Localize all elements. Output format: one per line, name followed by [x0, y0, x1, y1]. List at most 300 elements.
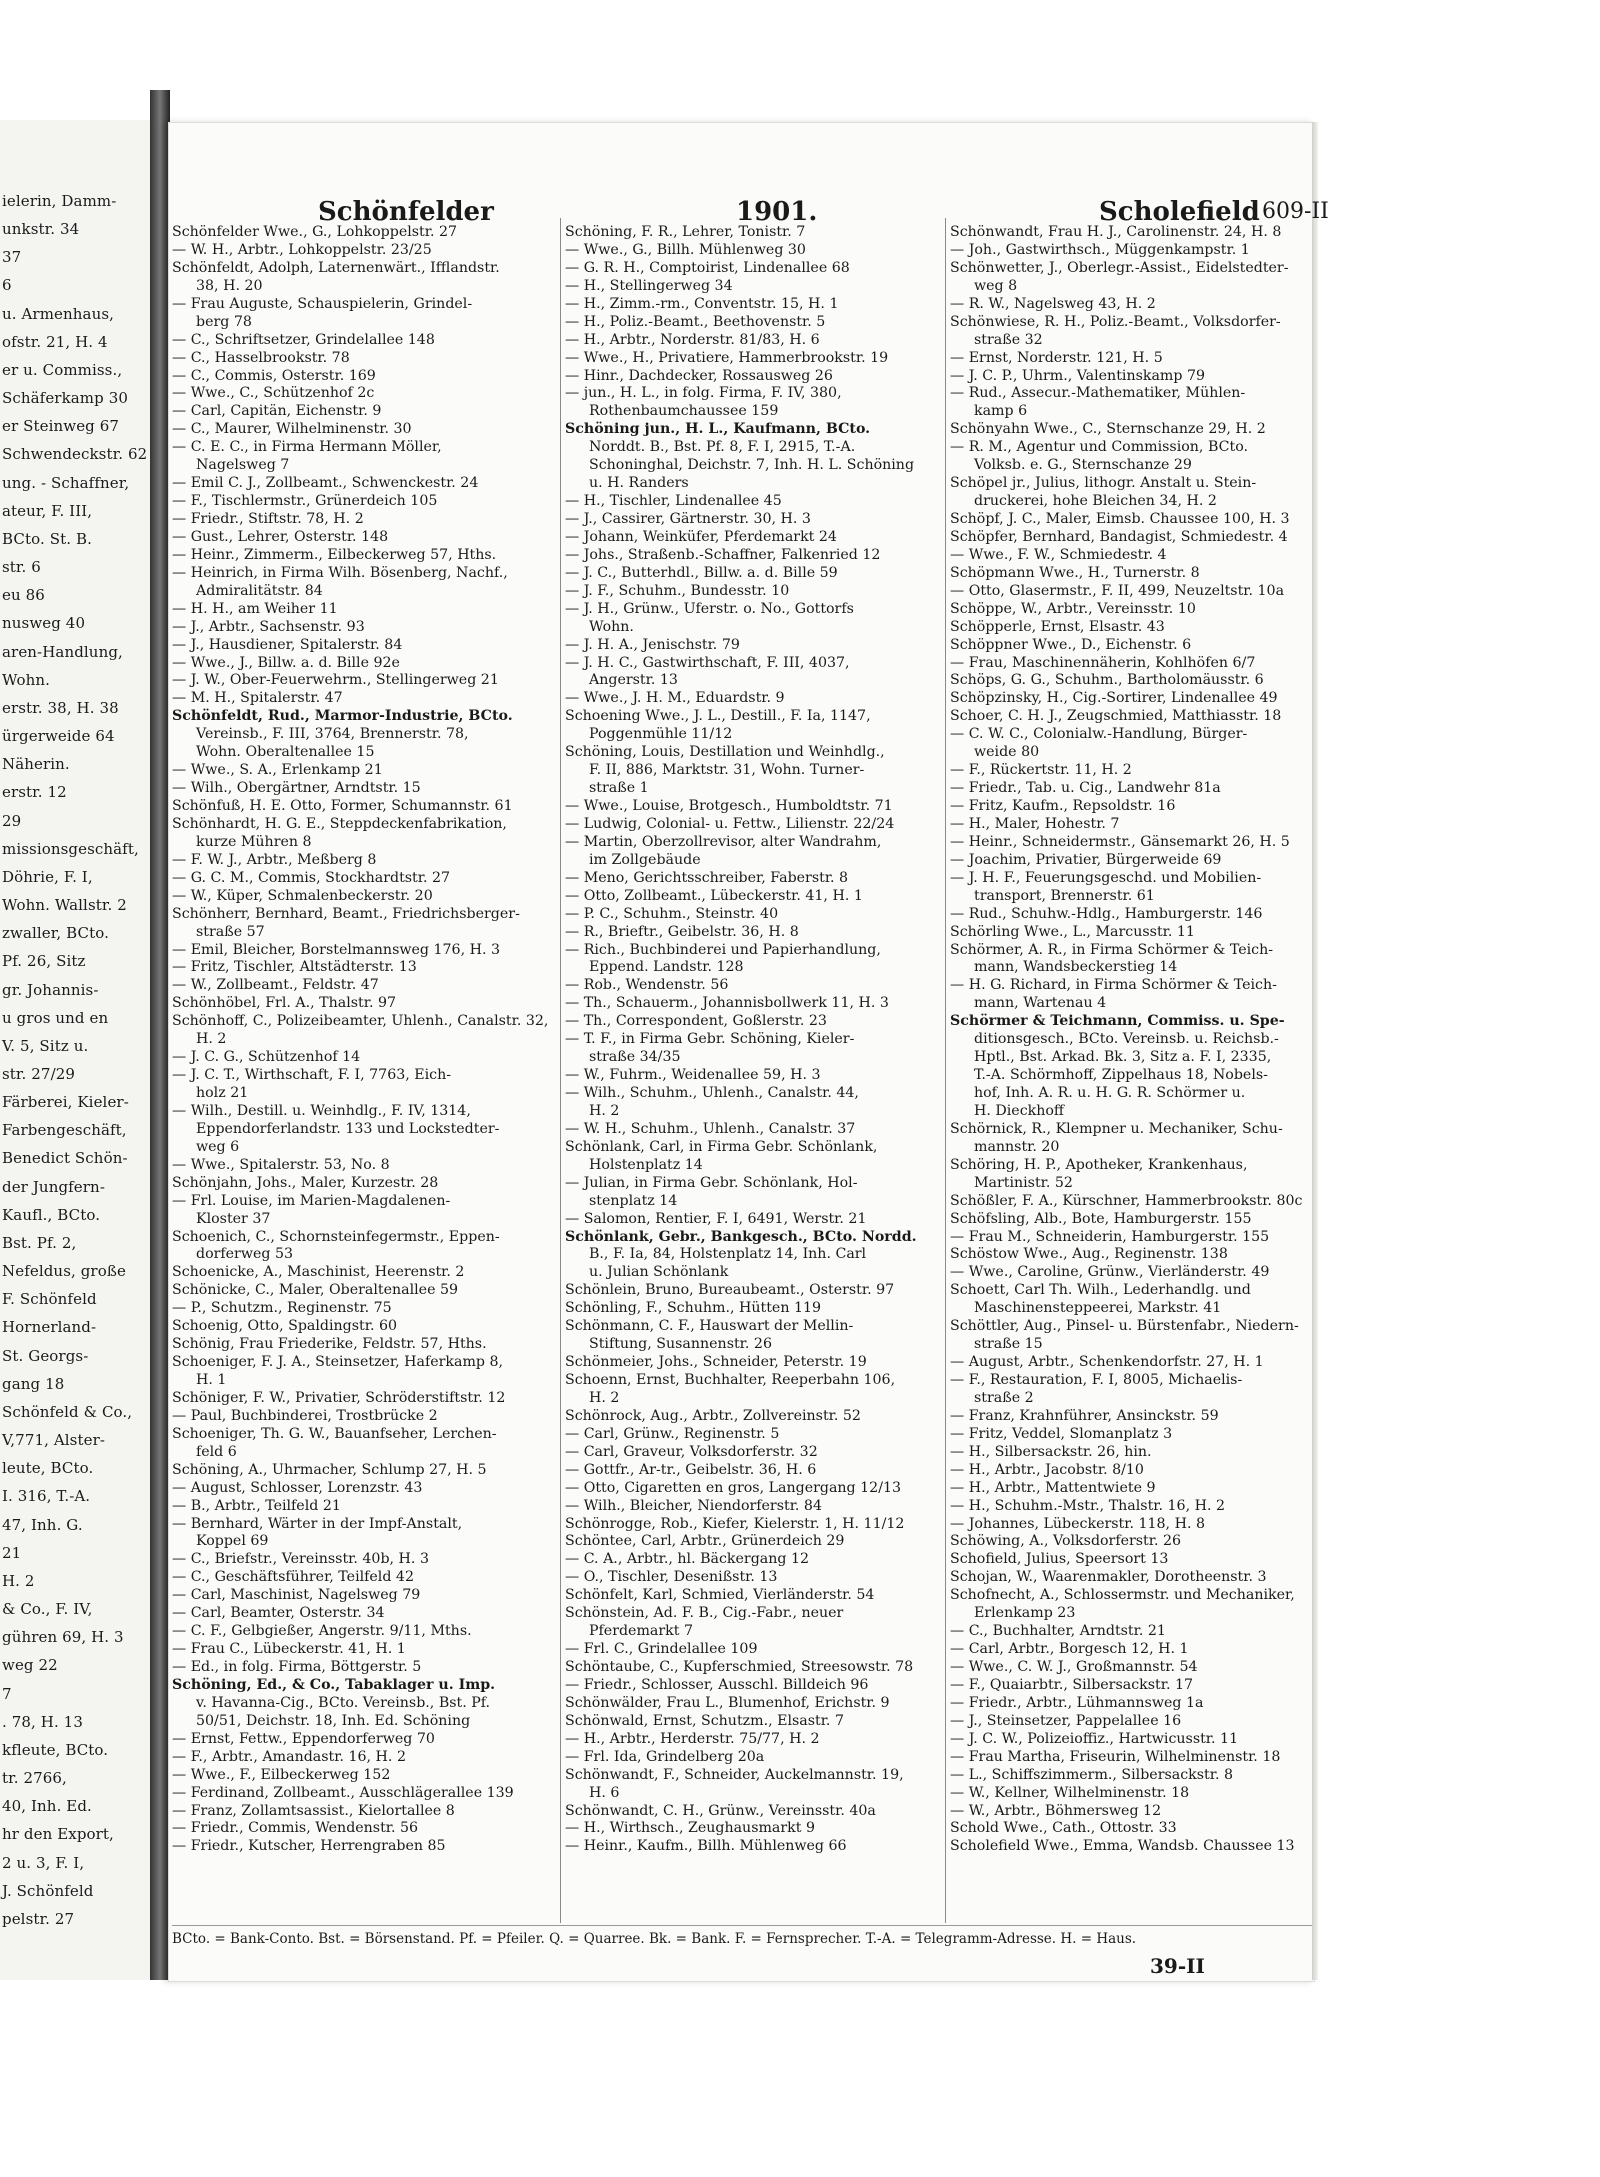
directory-entry-line: im Zollgebäude: [589, 851, 701, 868]
directory-entry-line: u. H. Randers: [589, 475, 689, 492]
facing-page-text: Farbengeschäft,: [2, 1121, 127, 1140]
directory-entry-line: — Friedr., Stiftstr. 78, H. 2: [172, 511, 364, 527]
running-head-year: 1901.: [736, 197, 818, 227]
directory-entry-line: Schönhoff, C., Polizeibeamter, Uhlenh., Canalstr. 32,: [172, 1013, 549, 1030]
directory-entry-line: — W., Kellner, Wilhelminenstr. 18: [950, 1784, 1190, 1801]
directory-entry-line: Schönwälder, Frau L., Blumenhof, Erichstr. 9: [565, 1694, 890, 1711]
directory-entry-line: — Rud., Schuhw.-Hdlg., Hamburgerstr. 146: [950, 905, 1263, 922]
directory-entry-line: — Wilh., Destill. u. Weinhdlg., F. IV, 1314,: [172, 1102, 471, 1119]
directory-entry-line: Stiftung, Susannenstr. 26: [589, 1336, 772, 1353]
directory-entry-line: — Wwe., Spitalerstr. 53, No. 8: [172, 1156, 390, 1173]
directory-entry-line: Martinistr. 52: [974, 1174, 1073, 1191]
directory-entry-line: Schönfelt, Karl, Schmied, Vierländerstr. 54: [565, 1587, 875, 1604]
directory-entry-line: Holstenplatz 14: [589, 1156, 703, 1173]
directory-entry-line: — Otto, Zollbeamt., Lübeckerstr. 41, H. 1: [565, 887, 863, 904]
directory-entry-line: Schofnecht, A., Schlossermstr. und Mechaniker,: [950, 1587, 1295, 1604]
directory-entry-line: Schößler, F. A., Kürschner, Hammerbrookstr. 80c: [950, 1192, 1303, 1209]
directory-entry-line: — Hinr., Dachdecker, Rossausweg 26: [565, 367, 833, 384]
directory-entry-line: Schöfsling, Alb., Bote, Hamburgerstr. 155: [950, 1210, 1252, 1227]
directory-entry-line: hof, Inh. A. R. u. H. G. R. Schörmer u.: [974, 1085, 1246, 1101]
directory-entry-line: Scholefield Wwe., Emma, Wandsb. Chaussee 13: [950, 1838, 1295, 1855]
directory-entry-line: mann, Wandsbeckerstieg 14: [974, 959, 1178, 976]
facing-page-text: ofstr. 21, H. 4: [2, 332, 108, 351]
directory-entry-line: — J. H. F., Feuerungsgeschd. und Mobilien-: [950, 869, 1262, 886]
directory-entry-line: H. Dieckhoff: [974, 1102, 1065, 1119]
directory-entry-line: Schönherr, Bernhard, Beamt., Friedrichsberger-: [172, 905, 520, 922]
directory-entry-line: Schönfelder Wwe., G., Lohkoppelstr. 27: [172, 224, 458, 240]
directory-entry-line: Schönfeldt, Adolph, Laternenwärt., Ifflandstr.: [172, 259, 500, 276]
running-head-page: 609-II: [1262, 199, 1329, 224]
directory-entry-line: 50/51, Deichstr. 18, Inh. Ed. Schöning: [196, 1712, 471, 1729]
facing-page-text: ielerin, Damm-: [2, 192, 117, 210]
facing-page-text: 21: [2, 1543, 22, 1562]
directory-entry-line: Schöning, Ed., & Co., Tabaklager u. Imp.: [172, 1676, 496, 1693]
facing-page-text: missionsgeschäft,: [2, 839, 139, 858]
directory-entry-line: straße 1: [589, 780, 649, 797]
directory-entry-line: ditionsgesch., BCto. Vereinsb. u. Reichsb.-: [974, 1031, 1279, 1048]
directory-entry-line: Schöwing, A., Volksdorferstr. 26: [950, 1533, 1182, 1550]
directory-entry-line: — Frau M., Schneiderin, Hamburgerstr. 155: [950, 1228, 1270, 1245]
directory-entry-line: — Gust., Lehrer, Osterstr. 148: [172, 528, 389, 545]
facing-page-text: Schönfeld & Co.,: [2, 1402, 133, 1421]
directory-entry-line: Schönwandt, F., Schneider, Auckelmannstr. 19,: [565, 1766, 904, 1783]
directory-entry-line: kamp 6: [974, 403, 1028, 420]
directory-entry-line: — Johs., Straßenb.-Schaffner, Falkenried 12: [565, 546, 881, 563]
directory-entry-line: Schojan, W., Waarenmakler, Dorotheenstr. 3: [950, 1569, 1267, 1586]
directory-entry-line: — W., Arbtr., Böhmersweg 12: [950, 1802, 1162, 1819]
directory-entry-line: — R., Brieftr., Geibelstr. 36, H. 8: [565, 923, 799, 940]
facing-page-text: eu 86: [2, 586, 45, 605]
directory-entry-line: — Wilh., Obergärtner, Arndtstr. 15: [172, 780, 421, 797]
directory-entry-line: — Fritz, Kaufm., Repsoldstr. 16: [950, 798, 1176, 814]
directory-entry-line: — Friedr., Arbtr., Lühmannsweg 1a: [950, 1694, 1204, 1711]
directory-entry-line: berg 78: [196, 313, 252, 330]
directory-entry-line: — C., Buchhalter, Arndtstr. 21: [950, 1623, 1166, 1640]
directory-entry-line: — Carl, Arbtr., Borgesch 12, H. 1: [950, 1641, 1189, 1658]
directory-column-3: [950, 224, 1315, 1924]
directory-entry-line: — Friedr., Schlosser, Ausschl. Billdeich 96: [565, 1676, 869, 1693]
directory-entry-line: — Ernst, Norderstr. 121, H. 5: [950, 349, 1163, 366]
directory-entry-line: druckerei, hohe Bleichen 34, H. 2: [974, 493, 1217, 510]
directory-entry-line: Schoenich, C., Schornsteinfegermstr., Eppen-: [172, 1228, 500, 1245]
facing-page-text: Wohn.: [2, 670, 51, 689]
directory-entry-line: — Th., Correspondent, Goßlerstr. 23: [565, 1013, 827, 1030]
directory-entry-line: straße 32: [974, 331, 1043, 348]
directory-entry-line: — T. F., in Firma Gebr. Schöning, Kieler-: [565, 1031, 855, 1048]
directory-entry-line: Schönmeier, Johs., Schneider, Peterstr. 19: [565, 1354, 867, 1371]
directory-entry-line: Norddt. B., Bst. Pf. 8, F. I, 2915, T.-A.: [589, 439, 856, 456]
directory-entry-line: — C., Geschäftsführer, Teilfeld 42: [172, 1569, 414, 1586]
facing-page-text: Schäferkamp 30: [2, 389, 128, 408]
directory-entry-line: weg 8: [974, 277, 1018, 294]
directory-entry-line: — Frl. Louise, im Marien-Magdalenen-: [172, 1192, 451, 1209]
facing-page-text: ürgerweide 64: [2, 727, 115, 746]
facing-page-text: F. Schönfeld: [2, 1290, 97, 1309]
facing-page-text: gühren 69, H. 3: [2, 1628, 124, 1647]
facing-page-text: unkstr. 34: [2, 220, 80, 239]
directory-entry-line: — L., Schiffszimmerm., Silbersackstr. 8: [950, 1766, 1234, 1783]
directory-entry-line: — W. H., Arbtr., Lohkoppelstr. 23/25: [172, 241, 432, 258]
directory-column-1: [172, 224, 555, 1924]
directory-entry-line: — Wwe., G., Billh. Mühlenweg 30: [565, 241, 806, 258]
directory-entry-line: Schönyahn Wwe., C., Sternschanze 29, H. 2: [950, 421, 1266, 438]
directory-entry-line: — Fritz, Veddel, Slomanplatz 3: [950, 1425, 1173, 1442]
directory-entry-line: — Salomon, Rentier, F. I, 6491, Werstr. 21: [565, 1210, 867, 1227]
directory-entry-line: — J. C., Butterhdl., Billw. a. d. Bille 59: [565, 564, 838, 581]
directory-entry-line: — H., Arbtr., Jacobstr. 8/10: [950, 1461, 1144, 1478]
directory-entry-line: — Wwe., J. H. M., Eduardstr. 9: [565, 690, 785, 707]
facing-page-text: Nefeldus, große: [2, 1262, 126, 1281]
directory-entry-line: 38, H. 20: [196, 277, 263, 294]
book-spine: [150, 90, 170, 1980]
facing-page-text: kfleute, BCto.: [2, 1740, 109, 1759]
directory-entry-line: — Johann, Weinküfer, Pferdemarkt 24: [565, 528, 837, 545]
running-head-right: Scholefield: [1099, 197, 1260, 227]
directory-entry-line: — F., Rückertstr. 11, H. 2: [950, 762, 1132, 779]
directory-entry-line: — Paul, Buchbinderei, Trostbrücke 2: [172, 1407, 438, 1424]
directory-entry-line: Erlenkamp 23: [974, 1605, 1076, 1622]
directory-entry-line: — Joh., Gastwirthsch., Müggenkampstr. 1: [950, 241, 1250, 258]
directory-entry-line: — Wwe., C., Schützenhof 2c: [172, 385, 375, 402]
page-number: 39-II: [1150, 1954, 1205, 1978]
directory-entry-line: Wohn.: [589, 618, 634, 635]
directory-entry-line: — Ludwig, Colonial- u. Fettw., Lilienstr. 22/24: [565, 815, 895, 832]
directory-entry-line: Vereinsb., F. III, 3764, Brennerstr. 78,: [196, 726, 469, 743]
directory-entry-line: — Emil, Bleicher, Borstelmannsweg 176, H. 3: [172, 941, 501, 958]
directory-entry-line: Schoer, C. H. J., Zeugschmied, Matthiasstr. 18: [950, 708, 1282, 725]
directory-entry-line: Schönwandt, Frau H. J., Carolinenstr. 24, H. 8: [950, 224, 1282, 240]
directory-entry-line: — Frau C., Lübeckerstr. 41, H. 1: [172, 1641, 406, 1658]
directory-entry-line: Nagelsweg 7: [196, 457, 290, 474]
directory-entry-line: — Martin, Oberzollrevisor, alter Wandrahm,: [565, 833, 882, 850]
directory-entry-line: Schoening Wwe., J. L., Destill., F. Ia, 1147,: [565, 708, 871, 725]
directory-entry-line: — J. C. G., Schützenhof 14: [172, 1049, 361, 1066]
facing-page-text: er Steinweg 67: [2, 417, 120, 436]
directory-entry-line: — Wwe., F., Eilbeckerweg 152: [172, 1766, 391, 1783]
directory-entry-line: — Wwe., S. A., Erlenkamp 21: [172, 762, 383, 779]
directory-entry-line: — M. H., Spitalerstr. 47: [172, 690, 343, 707]
directory-entry-line: straße 15: [974, 1336, 1043, 1353]
directory-entry-line: — Ed., in folg. Firma, Böttgerstr. 5: [172, 1659, 422, 1675]
directory-entry-line: Angerstr. 13: [589, 672, 678, 689]
directory-entry-line: Schöntaube, C., Kupferschmied, Streesowstr. 78: [565, 1659, 914, 1675]
directory-entry-line: — Wwe., C. W. J., Großmannstr. 54: [950, 1659, 1198, 1675]
directory-entry-line: Schönhöbel, Frl. A., Thalstr. 97: [172, 995, 397, 1012]
facing-page-text: ateur, F. III,: [2, 501, 93, 520]
directory-entry-line: — Carl, Capitän, Eichenstr. 9: [172, 403, 382, 420]
directory-entry-line: — J., Steinsetzer, Pappelallee 16: [950, 1712, 1182, 1729]
footer-rule: [172, 1925, 1312, 1926]
directory-entry-line: Schöpel jr., Julius, lithogr. Anstalt u. Stein-: [950, 475, 1257, 492]
directory-entry-line: Schoenig, Otto, Spaldingstr. 60: [172, 1318, 398, 1335]
directory-entry-line: — B., Arbtr., Teilfeld 21: [172, 1497, 341, 1514]
directory-entry-line: — Friedr., Tab. u. Cig., Landwehr 81a: [950, 780, 1221, 797]
directory-entry-line: — Rich., Buchbinderei und Papierhandlung,: [565, 941, 881, 958]
directory-entry-line: — Franz, Zollamtsassist., Kielortallee 8: [172, 1802, 455, 1819]
directory-entry-line: Schönicke, C., Maler, Oberaltenallee 59: [172, 1282, 459, 1299]
directory-entry-line: — H. G. Richard, in Firma Schörmer & Teich-: [950, 977, 1277, 994]
directory-entry-line: — Frl. Ida, Grindelberg 20a: [565, 1748, 765, 1765]
directory-entry-line: — F. W. J., Arbtr., Meßberg 8: [172, 851, 377, 868]
facing-page-text: str. 6: [2, 558, 41, 577]
facing-page-text: . 78, H. 13: [2, 1712, 83, 1731]
directory-entry-line: — Wwe., Louise, Brotgesch., Humboldtstr. 71: [565, 798, 893, 814]
directory-entry-line: — H., Arbtr., Norderstr. 81/83, H. 6: [565, 331, 820, 348]
facing-page-text: pelstr. 27: [2, 1909, 75, 1928]
directory-entry-line: — G. R. H., Comptoirist, Lindenallee 68: [565, 259, 850, 276]
facing-page-text: leute, BCto.: [2, 1459, 94, 1478]
directory-entry-line: straße 2: [974, 1389, 1034, 1406]
facing-page-text: Benedict Schön-: [2, 1149, 128, 1168]
directory-entry-line: — August, Schlosser, Lorenzstr. 43: [172, 1479, 423, 1496]
directory-entry-line: — Th., Schauerm., Johannisbollwerk 11, H. 3: [565, 995, 889, 1012]
facing-page-text: gang 18: [2, 1374, 65, 1393]
directory-entry-line: mann, Wartenau 4: [974, 995, 1107, 1012]
directory-entry-line: Schönling, F., Schuhm., Hütten 119: [565, 1300, 822, 1317]
directory-entry-line: — J., Arbtr., Sachsenstr. 93: [172, 618, 365, 635]
directory-entry-line: — Franz, Krahnführer, Ansinckstr. 59: [950, 1407, 1219, 1424]
facing-page-text: St. Georgs-: [2, 1346, 89, 1365]
directory-entry-line: Schönlank, Gebr., Bankgesch., BCto. Nordd.: [565, 1228, 917, 1245]
directory-entry-line: Schönfuß, H. E. Otto, Former, Schumannstr. 61: [172, 798, 513, 814]
directory-entry-line: transport, Brennerstr. 61: [974, 887, 1155, 904]
facing-page-text: 40, Inh. Ed.: [2, 1797, 92, 1816]
directory-entry-line: Schönrogge, Rob., Kiefer, Kielerstr. 1, H. 11/12: [565, 1515, 905, 1532]
directory-entry-line: Schoenicke, A., Maschinist, Heerenstr. 2: [172, 1264, 465, 1281]
directory-entry-line: Schönjahn, Johs., Maler, Kurzestr. 28: [172, 1174, 439, 1191]
facing-page-text: gr. Johannis-: [2, 980, 99, 999]
directory-entry-line: — Frau Martha, Friseurin, Wilhelminenstr. 18: [950, 1748, 1281, 1765]
column-rule: [560, 218, 561, 1923]
directory-entry-line: — J. H. C., Gastwirthschaft, F. III, 4037,: [565, 654, 850, 671]
directory-entry-line: H. 1: [196, 1372, 227, 1388]
directory-entry-line: — F., Restauration, F. I, 8005, Michaelis-: [950, 1372, 1243, 1388]
directory-entry-line: — Carl, Graveur, Volksdorferstr. 32: [565, 1443, 818, 1460]
directory-entry-line: — P. C., Schuhm., Steinstr. 40: [565, 905, 779, 922]
directory-entry-line: Schönlein, Bruno, Bureaubeamt., Osterstr. 97: [565, 1282, 895, 1299]
directory-entry-line: Schoninghal, Deichstr. 7, Inh. H. L. Schöning: [589, 457, 915, 474]
directory-entry-line: weg 6: [196, 1138, 240, 1155]
directory-entry-line: feld 6: [196, 1443, 237, 1460]
directory-entry-line: H. 2: [196, 1031, 227, 1048]
directory-entry-line: Schönrock, Aug., Arbtr., Zollvereinstr. 52: [565, 1407, 861, 1424]
directory-entry-line: — Wilh., Bleicher, Niendorferstr. 84: [565, 1497, 822, 1514]
facing-page-text: Wohn. Wallstr. 2: [2, 896, 127, 915]
directory-entry-line: — H., Poliz.-Beamt., Beethovenstr. 5: [565, 313, 826, 330]
facing-page-text: erstr. 12: [2, 783, 67, 802]
directory-entry-line: Wohn. Oberaltenallee 15: [196, 744, 375, 761]
directory-entry-line: Schöring, H. P., Apotheker, Krankenhaus,: [950, 1156, 1248, 1173]
directory-entry-line: — R. M., Agentur und Commission, BCto.: [950, 439, 1248, 456]
directory-entry-line: H. 2: [589, 1389, 620, 1406]
directory-entry-line: — Rud., Assecur.-Mathematiker, Mühlen-: [950, 385, 1246, 402]
directory-entry-line: — Otto, Glasermstr., F. II, 499, Neuzeltstr. 10a: [950, 582, 1285, 599]
directory-entry-line: — Frau Auguste, Schauspielerin, Grindel-: [172, 295, 473, 312]
directory-entry-line: — Ernst, Fettw., Eppendorferweg 70: [172, 1730, 435, 1747]
directory-entry-line: — Heinrich, in Firma Wilh. Bösenberg, Nachf.,: [172, 564, 508, 581]
facing-page-text: Färberei, Kieler-: [2, 1093, 129, 1112]
directory-entry-line: Schöning jun., H. L., Kaufmann, BCto.: [565, 421, 871, 438]
directory-entry-line: — C., Hasselbrookstr. 78: [172, 349, 350, 366]
facing-page-text: ung. - Schaffner,: [2, 473, 130, 492]
facing-page-text: Bst. Pf. 2,: [2, 1233, 77, 1252]
directory-entry-line: Schöning, Louis, Destillation und Weinhdlg.,: [565, 744, 885, 761]
facing-page-text: hr den Export,: [2, 1825, 114, 1844]
directory-entry-line: — Ferdinand, Zollbeamt., Ausschlägerallee 139: [172, 1784, 514, 1801]
directory-entry-line: — J., Cassirer, Gärtnerstr. 30, H. 3: [565, 511, 811, 527]
directory-entry-line: — Heinr., Kaufm., Billh. Mühlenweg 66: [565, 1838, 847, 1855]
facing-page-text: 6: [2, 276, 12, 295]
directory-entry-line: — J. C. P., Uhrm., Valentinskamp 79: [950, 367, 1206, 384]
facing-page-text: weg 22: [2, 1656, 58, 1675]
directory-entry-line: Pferdemarkt 7: [589, 1623, 693, 1640]
directory-entry-line: — P., Schutzm., Reginenstr. 75: [172, 1300, 392, 1317]
directory-entry-line: Schörnick, R., Klempner u. Mechaniker, Schu-: [950, 1120, 1283, 1137]
facing-page-text: Döhrie, F. I,: [2, 867, 93, 886]
directory-entry-line: — Frl. C., Grindelallee 109: [565, 1641, 758, 1658]
directory-entry-line: — O., Tischler, Desenißstr. 13: [565, 1569, 778, 1586]
directory-entry-line: F. II, 886, Marktstr. 31, Wohn. Turner-: [589, 762, 865, 779]
directory-entry-line: — Heinr., Schneidermstr., Gänsemarkt 26, H. 5: [950, 833, 1290, 850]
directory-entry-line: Schönig, Frau Friederike, Feldstr. 57, Hths.: [172, 1336, 487, 1353]
directory-entry-line: Schoenn, Ernst, Buchhalter, Reeperbahn 106,: [565, 1372, 896, 1388]
directory-entry-line: Schoeniger, Th. G. W., Bauanfseher, Lerchen-: [172, 1425, 497, 1442]
facing-page-text: 7: [2, 1684, 12, 1703]
directory-entry-line: Schöpmann Wwe., H., Turnerstr. 8: [950, 564, 1200, 581]
directory-entry-line: — F., Arbtr., Amandastr. 16, H. 2: [172, 1748, 406, 1765]
facing-page-text: Schwendeckstr. 62: [2, 445, 148, 464]
directory-entry-line: — H., Maler, Hohestr. 7: [950, 815, 1120, 832]
directory-entry-line: Schöning, A., Uhrmacher, Schlump 27, H. 5: [172, 1461, 487, 1478]
directory-entry-line: Schörmer & Teichmann, Commiss. u. Spe-: [950, 1013, 1285, 1030]
directory-entry-line: — C., Schriftsetzer, Grindelallee 148: [172, 331, 435, 348]
directory-entry-line: — H., Wirthsch., Zeughausmarkt 9: [565, 1820, 815, 1837]
directory-entry-line: — C., Commis, Osterstr. 169: [172, 367, 376, 384]
directory-entry-line: Schöpperle, Ernst, Elsastr. 43: [950, 618, 1165, 635]
facing-page-text: 2 u. 3, F. I,: [2, 1853, 85, 1872]
facing-page-text: str. 27/29: [2, 1065, 76, 1083]
directory-entry-line: — Wwe., F. W., Schmiedestr. 4: [950, 546, 1167, 563]
directory-entry-line: — H., Zimm.-rm., Conventstr. 15, H. 1: [565, 295, 839, 312]
directory-entry-line: — G. C. M., Commis, Stockhardtstr. 27: [172, 869, 451, 886]
directory-entry-line: — H., Schuhm.-Mstr., Thalstr. 16, H. 2: [950, 1497, 1226, 1514]
facing-page-text: Näherin.: [2, 755, 70, 774]
directory-entry-line: H. 2: [589, 1102, 620, 1119]
directory-entry-line: Schöps, G. G., Schuhm., Bartholomäusstr. 6: [950, 672, 1264, 689]
directory-entry-line: — J. C. T., Wirthschaft, F. I, 7763, Eich-: [172, 1067, 452, 1084]
facing-page-text: Kaufl., BCto.: [2, 1205, 101, 1224]
directory-entry-line: — C. E. C., in Firma Hermann Möller,: [172, 439, 442, 456]
facing-page-text: nusweg 40: [2, 614, 86, 633]
directory-entry-line: holz 21: [196, 1085, 249, 1101]
directory-entry-line: — August, Arbtr., Schenkendorfstr. 27, H. 1: [950, 1354, 1264, 1371]
directory-entry-line: — C., Briefstr., Vereinsstr. 40b, H. 3: [172, 1551, 429, 1568]
directory-entry-line: — C. F., Gelbgießer, Angerstr. 9/11, Mths.: [172, 1623, 472, 1640]
running-head-left: Schönfelder: [318, 197, 494, 227]
directory-entry-line: Schoeniger, F. J. A., Steinsetzer, Haferkamp 8,: [172, 1354, 504, 1371]
directory-entry-line: — Joachim, Privatier, Bürgerweide 69: [950, 851, 1222, 868]
directory-entry-line: — Rob., Wendenstr. 56: [565, 977, 729, 994]
directory-entry-line: straße 34/35: [589, 1049, 681, 1066]
directory-entry-line: — H., Silbersackstr. 26, hin.: [950, 1443, 1152, 1460]
directory-entry-line: — J., Hausdiener, Spitalerstr. 84: [172, 636, 403, 653]
directory-entry-line: straße 57: [196, 923, 265, 940]
directory-entry-line: — J. H., Grünw., Uferstr. o. No., Gottorfs: [565, 600, 854, 617]
directory-entry-line: Schöttler, Aug., Pinsel- u. Bürstenfabr., Niedern-: [950, 1318, 1299, 1335]
facing-page-text: 37: [2, 248, 22, 267]
directory-entry-line: Hptl., Bst. Arkad. Bk. 3, Sitz a. F. I, 2335,: [974, 1049, 1272, 1066]
directory-entry-line: B., F. Ia, 84, Holstenplatz 14, Inh. Carl: [589, 1246, 867, 1263]
directory-entry-line: Kloster 37: [196, 1210, 271, 1227]
directory-entry-line: — Frau, Maschinennäherin, Kohlhöfen 6/7: [950, 654, 1256, 671]
facing-page-text: tr. 2766,: [2, 1769, 67, 1788]
facing-page-text: 29: [2, 811, 22, 830]
facing-page-text: H. 2: [2, 1571, 35, 1590]
facing-page-text: I. 316, T.-A.: [2, 1487, 91, 1506]
directory-entry-line: Schönwetter, J., Oberlegr.-Assist., Eidelstedter-: [950, 259, 1289, 276]
directory-entry-line: — C. W. C., Colonialw.-Handlung, Bürger-: [950, 726, 1248, 743]
directory-entry-line: — Wilh., Schuhm., Uhlenh., Canalstr. 44,: [565, 1085, 859, 1101]
directory-entry-line: — Johannes, Lübeckerstr. 118, H. 8: [950, 1515, 1205, 1532]
directory-entry-line: — jun., H. L., in folg. Firma, F. IV, 380,: [565, 385, 842, 402]
directory-entry-line: — F., Quaiarbtr., Silbersackstr. 17: [950, 1676, 1194, 1693]
directory-entry-line: — J. H. A., Jenischstr. 79: [565, 636, 740, 653]
facing-page-text: u. Armenhaus,: [2, 304, 114, 323]
directory-entry-line: — C., Maurer, Wilhelminenstr. 30: [172, 421, 412, 438]
facing-page-fragment: [0, 120, 152, 1980]
directory-entry-line: — C. A., Arbtr., hl. Bäckergang 12: [565, 1551, 810, 1568]
directory-entry-line: — J. F., Schuhm., Bundesstr. 10: [565, 582, 790, 599]
directory-entry-line: Schoett, Carl Th. Wilh., Lederhandlg. und: [950, 1282, 1251, 1299]
directory-entry-line: Schönwald, Ernst, Schutzm., Elsastr. 7: [565, 1712, 844, 1729]
directory-entry-line: Schöpzinsky, H., Cig.-Sortirer, Lindenallee 49: [950, 690, 1278, 707]
directory-entry-line: — Heinr., Zimmerm., Eilbeckerweg 57, Hths.: [172, 546, 497, 563]
directory-entry-line: Schönfeldt, Rud., Marmor-Industrie, BCto.: [172, 708, 513, 725]
directory-entry-line: weide 80: [974, 744, 1040, 761]
directory-entry-line: — J. C. W., Polizeioffiz., Hartwicusstr. 11: [950, 1730, 1239, 1747]
directory-entry-line: — Friedr., Commis, Wendenstr. 56: [172, 1820, 419, 1837]
directory-entry-line: Schönstein, Ad. F. B., Cig.-Fabr., neuer: [565, 1605, 844, 1622]
directory-entry-line: stenplatz 14: [589, 1192, 678, 1209]
directory-entry-line: Schönlank, Carl, in Firma Gebr. Schönlank,: [565, 1138, 878, 1155]
directory-entry-line: — Julian, in Firma Gebr. Schönlank, Hol-: [565, 1174, 858, 1191]
directory-entry-line: — Emil C. J., Zollbeamt., Schwenckestr. 24: [172, 475, 479, 492]
directory-entry-line: Schöpfer, Bernhard, Bandagist, Schmiedestr. 4: [950, 528, 1288, 545]
facing-page-text: 47, Inh. G.: [2, 1515, 83, 1534]
facing-page-text: u gros und en: [2, 1008, 109, 1027]
directory-entry-line: — H., Arbtr., Mattentwiete 9: [950, 1479, 1156, 1496]
facing-page-text: erstr. 38, H. 38: [2, 698, 119, 717]
directory-entry-line: Poggenmühle 11/12: [589, 726, 733, 743]
directory-entry-line: — H. H., am Weiher 11: [172, 600, 338, 617]
directory-entry-line: — W., Zollbeamt., Feldstr. 47: [172, 977, 379, 994]
directory-entry-line: — Otto, Cigaretten en gros, Langergang 12/13: [565, 1479, 902, 1496]
directory-entry-line: H. 6: [589, 1784, 620, 1801]
directory-entry-line: Schörmer, A. R., in Firma Schörmer & Teich-: [950, 941, 1274, 958]
facing-page-text: BCto. St. B.: [2, 529, 92, 548]
directory-entry-line: Schold Wwe., Cath., Ottostr. 33: [950, 1820, 1177, 1837]
abbreviation-key: BCto. = Bank-Conto. Bst. = Börsenstand. Pf. = Pfeiler. Q. = Quarree. Bk. = Bank. F. = Fernsprecher. T.-A. = Telegramm-Adresse. H. = Haus.: [172, 1931, 1137, 1947]
directory-column-2: [565, 224, 943, 1924]
directory-entry-line: — Meno, Gerichtsschreiber, Faberstr. 8: [565, 869, 849, 886]
directory-entry-line: — J. W., Ober-Feuerwehrm., Stellingerweg 21: [172, 672, 499, 689]
facing-page-text: aren-Handlung,: [2, 642, 123, 661]
directory-entry-line: Schofield, Julius, Speersort 13: [950, 1551, 1169, 1568]
directory-entry-line: v. Havanna-Cig., BCto. Vereinsb., Bst. Pf.: [196, 1694, 491, 1711]
directory-entry-line: Eppendorferlandstr. 133 und Lockstedter-: [196, 1120, 500, 1137]
directory-entry-line: T.-A. Schörmhoff, Zippelhaus 18, Nobels-: [974, 1067, 1268, 1084]
directory-entry-line: Eppend. Landstr. 128: [589, 959, 744, 976]
